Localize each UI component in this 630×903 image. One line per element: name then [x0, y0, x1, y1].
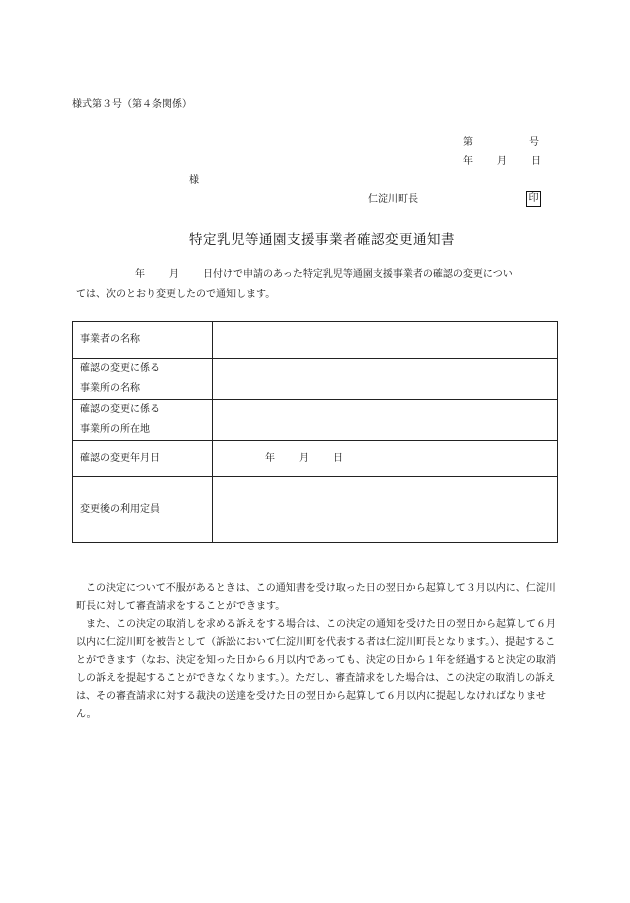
table-row [73, 359, 558, 400]
value-office-address[interactable] [213, 400, 558, 441]
doc-number-prefix: 第 [463, 137, 473, 148]
form-number: 様式第３号（第４条関係） [72, 99, 192, 110]
table-row [73, 441, 558, 477]
intro-line-1: 日付けで申請のあった特定乳児等通園支援事業者の確認の変更につい [203, 269, 513, 280]
seal-mark: 印 [526, 191, 541, 207]
label-business-name: 事業者の名称 [73, 322, 213, 359]
date-month-label: 月 [497, 156, 507, 167]
doc-number-suffix: 号 [529, 137, 539, 148]
change-date-month-label: 月 [299, 452, 309, 464]
value-change-date[interactable] [213, 441, 558, 477]
table-row [73, 477, 558, 543]
table-row [73, 322, 558, 359]
change-date-year-label: 年 [265, 452, 275, 464]
note-paragraph-lawsuit: また、この決定の取消しを求める訴えをする場合は、この決定の通知を受けた日の翌日から起算して６月以内に仁淀川町を被告として（訴訟において仁淀川町を代表する者は仁淀川町長となります。）、提起することができます（なお、決定を知った日から６月以内であっても、決定の日から１年を経過すると決定の取消しの訴えを提起することができなくなります。）。ただし、審査請求をした場合は、この決定の取消しの訴えは、その審査請求に対する裁決の送達を受けた日の翌日から起算して６月以内に提起しなければなりません。 [76, 619, 556, 720]
label-office-name-line2: 事業所の名称 [80, 383, 140, 394]
notes [76, 580, 560, 724]
form-table [72, 321, 558, 543]
label-office-address-line1: 確認の変更に係る [80, 404, 160, 415]
label-change-date: 確認の変更年月日 [73, 441, 213, 477]
table-row [73, 400, 558, 441]
issuer-name: 仁淀川町長 [368, 194, 418, 205]
intro-year-label: 年 [135, 269, 145, 280]
change-date-day-label: 日 [333, 452, 343, 464]
intro-line-2: ては、次のとおり変更したので通知します。 [76, 289, 276, 300]
label-capacity: 変更後の利用定員 [73, 477, 213, 543]
date-day-label: 日 [531, 156, 541, 167]
addressee-honorific: 様 [189, 175, 199, 186]
label-office-name [73, 359, 213, 400]
value-capacity[interactable] [213, 477, 558, 543]
label-office-address-line2: 事業所の所在地 [80, 424, 150, 435]
date-year-label: 年 [463, 156, 473, 167]
value-business-name[interactable] [213, 322, 558, 359]
label-office-name-line1: 確認の変更に係る [80, 363, 160, 374]
intro-month-label: 月 [169, 269, 179, 280]
value-office-name[interactable] [213, 359, 558, 400]
label-office-address [73, 400, 213, 441]
document-title: 特定乳児等通園支援事業者確認変更通知書 [189, 232, 455, 248]
note-paragraph-appeal: この決定について不服があるときは、この通知書を受け取った日の翌日から起算して３月以内に、仁淀川町長に対して審査請求をすることができます。 [76, 583, 556, 612]
